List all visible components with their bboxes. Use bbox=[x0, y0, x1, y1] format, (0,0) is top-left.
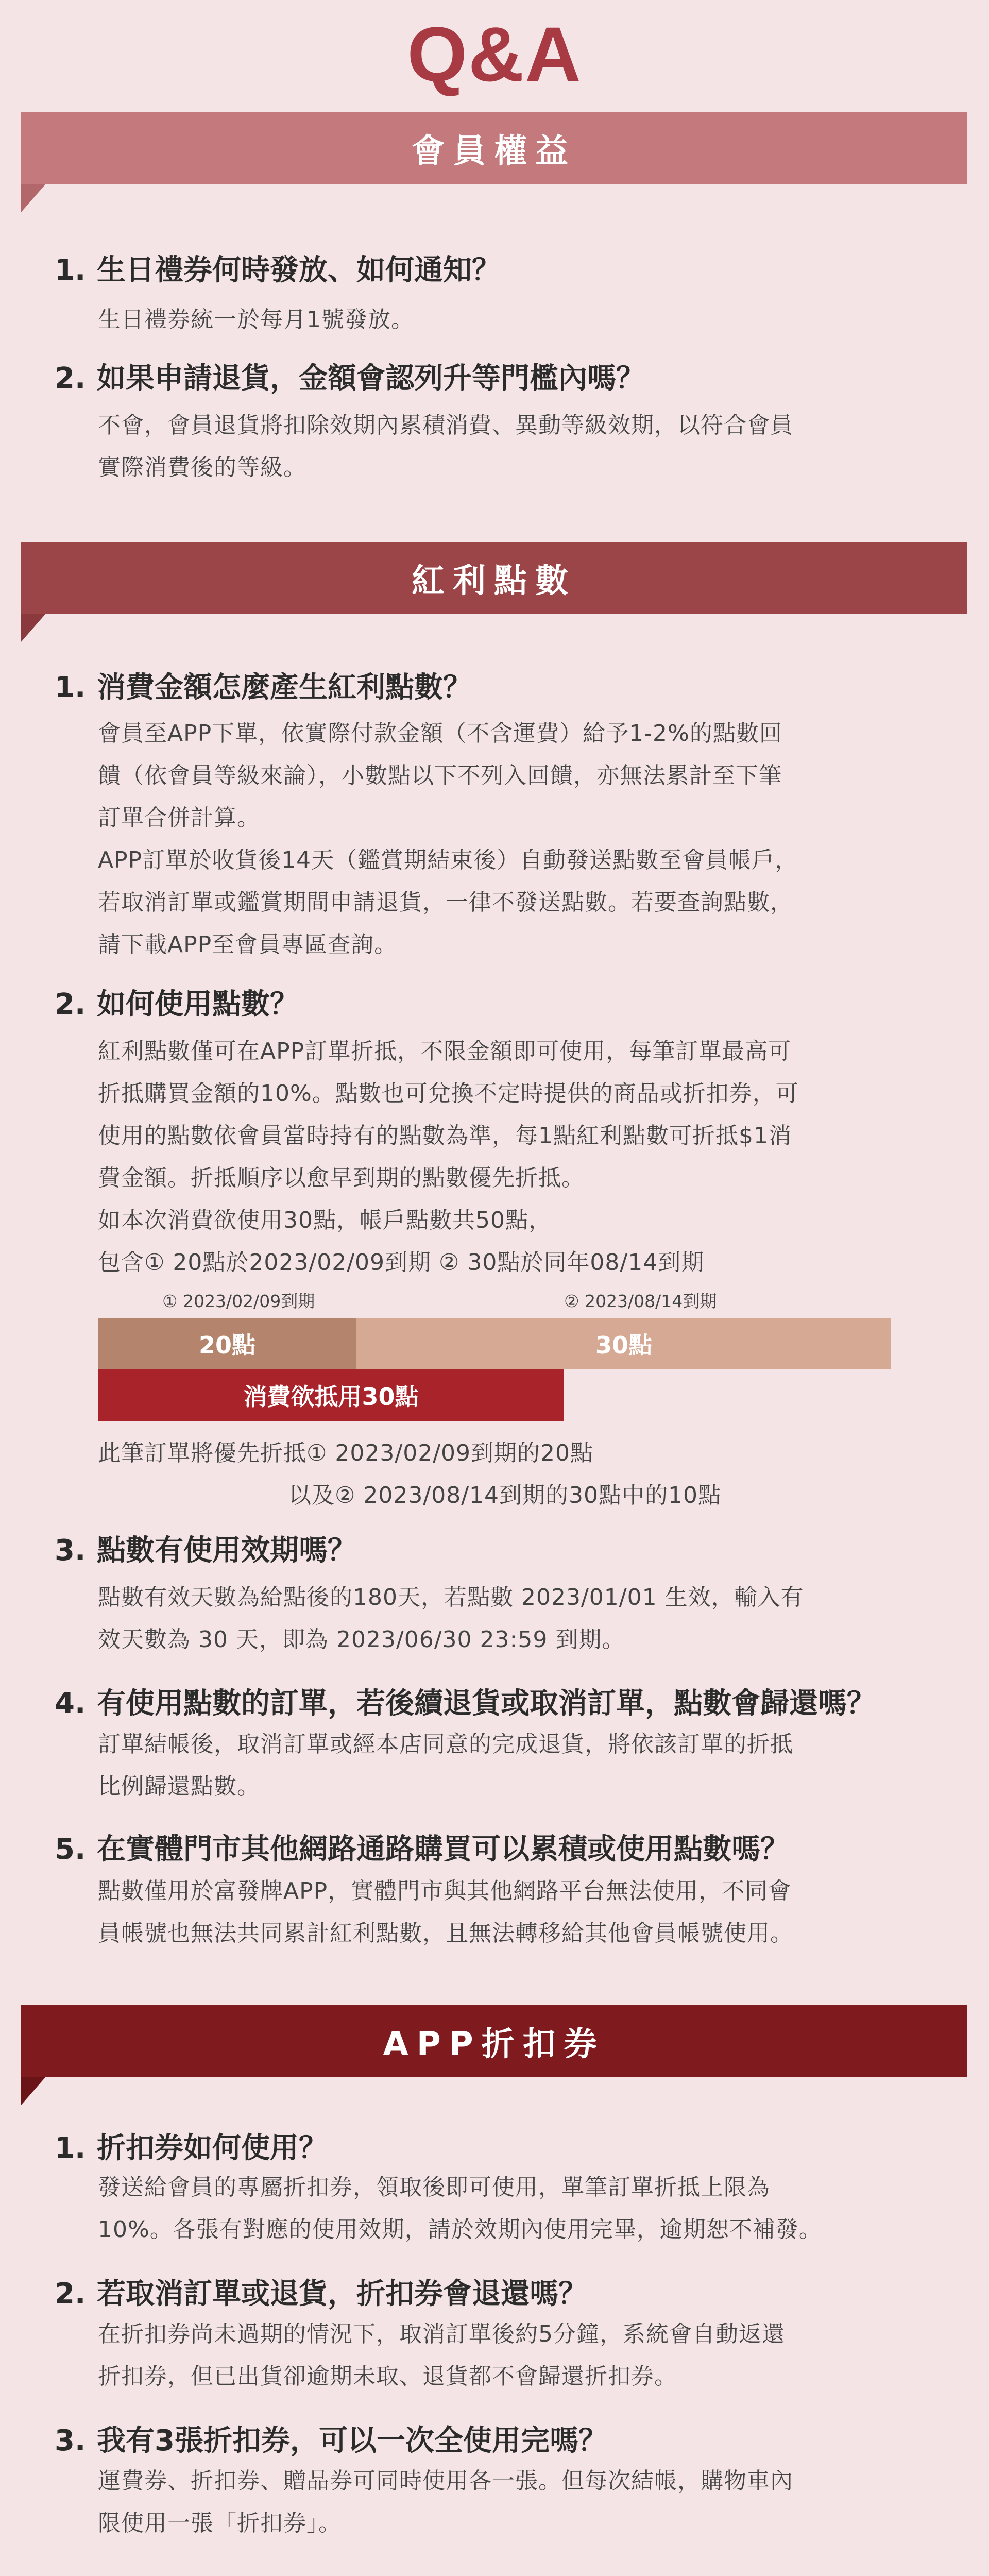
question: 2. 如果申請退貨，金額會認列升等門檻內嗎？ bbox=[55, 362, 645, 395]
question: 3. 點數有使用效期嗎？ bbox=[55, 1534, 356, 1567]
question: 2. 若取消訂單或退貨，折扣券會退還嗎？ bbox=[55, 2277, 587, 2311]
section-heading: 會員權益 bbox=[21, 112, 967, 184]
question: 3. 我有3張折扣券，可以一次全使用完嗎？ bbox=[55, 2424, 607, 2458]
answer: 會員至APP下單，依實際付款金額（不含運費）給予1-2%的點數回 饋（依會員等級來論），小數點以下不列入回饋，亦無法累計至下筆 訂單合併計算。 APP訂單於收貨後14天（鑑賞期結束後）自動發送點數至會員帳戶， 若取消訂單或鑑賞期間申請退貨，一律不發送點數。若要查詢點數， 請下載APP至會員專區查詢。 bbox=[98, 720, 798, 958]
banner-fold bbox=[21, 614, 45, 642]
points-segment-30: 30點 bbox=[356, 1318, 891, 1369]
banner-fold bbox=[21, 184, 45, 213]
expiry-label-1: ① 2023/02/09到期 bbox=[162, 1291, 315, 1311]
banner-fold bbox=[21, 2077, 45, 2106]
answer-result: 此筆訂單將優先折抵① 2023/02/09到期的20點 以及② 2023/08/14到期的30點中的10點 bbox=[98, 1440, 722, 1509]
expiry-label-2: ② 2023/08/14到期 bbox=[564, 1291, 717, 1311]
answer: 生日禮券統一於每月1號發放。 bbox=[98, 307, 414, 333]
page-title: Q&A bbox=[407, 11, 582, 97]
section-banner-bonus-points bbox=[21, 542, 967, 614]
question: 4. 有使用點數的訂單，若後續退貨或取消訂單，點數會歸還嗎？ bbox=[55, 1687, 876, 1720]
points-expiry-diagram bbox=[98, 1288, 901, 1427]
section-heading: 紅利點數 bbox=[21, 542, 967, 614]
question: 1. 消費金額怎麼產生紅利點數？ bbox=[55, 671, 472, 704]
section-heading: APP折扣券 bbox=[21, 2005, 967, 2077]
answer: 訂單結帳後，取消訂單或經本店同意的完成退貨，將依該訂單的折抵 比例歸還點數。 bbox=[98, 1731, 793, 1800]
question: 2. 如何使用點數？ bbox=[55, 988, 299, 1021]
section-banner-coupons bbox=[21, 2005, 967, 2077]
answer: 紅利點數僅可在APP訂單折抵，不限金額即可使用，每筆訂單最高可 折抵購買金額的10%。點數也可兌換不定時提供的商品或折扣券，可 使用的點數依會員當時持有的點數為準，每1點紅利點數可折抵$1消 費金額。折抵順序以愈早到期的點數優先折抵。 如本次消費欲使用30點，帳戶點數共50點， 包含① 20點於2023/02/09到期 ② 30點於同年08/14到期 bbox=[98, 1038, 799, 1276]
answer: 運費券、折扣券、贈品券可同時使用各一張。但每次結帳，購物車內 限使用一張「折扣券」。 bbox=[98, 2468, 793, 2536]
points-segment-20: 20點 bbox=[98, 1318, 356, 1369]
answer: 點數有效天數為給點後的180天，若點數 2023/01/01 生效，輸入有 效天數為 30 天，即為 2023/06/30 23:59 到期。 bbox=[98, 1584, 804, 1653]
redeem-30-points-bar: 消費欲抵用30點 bbox=[98, 1369, 564, 1421]
question: 5. 在實體門市其他網路通路購買可以累積或使用點數嗎？ bbox=[55, 1833, 789, 1866]
section-banner-membership bbox=[21, 112, 967, 184]
question: 1. 生日禮券何時發放、如何通知？ bbox=[55, 253, 501, 287]
question: 1. 折扣券如何使用？ bbox=[55, 2131, 328, 2165]
answer: 點數僅用於富發牌APP，實體門市與其他網路平台無法使用，不同會 員帳號也無法共同累計紅利點數，且無法轉移給其他會員帳號使用。 bbox=[98, 1878, 793, 1946]
answer: 在折扣券尚未過期的情況下，取消訂單後約5分鐘，系統會自動返還 折扣券，但已出貨卻逾期未取、退貨都不會歸還折扣券。 bbox=[98, 2321, 785, 2389]
answer: 不會，會員退貨將扣除效期內累積消費、異動等級效期，以符合會員 實際消費後的等級。 bbox=[98, 412, 793, 481]
answer: 發送給會員的專屬折扣券，領取後即可使用，單筆訂單折抵上限為 10%。各張有對應的使用效期，請於效期內使用完畢，逾期恕不補發。 bbox=[98, 2174, 822, 2243]
